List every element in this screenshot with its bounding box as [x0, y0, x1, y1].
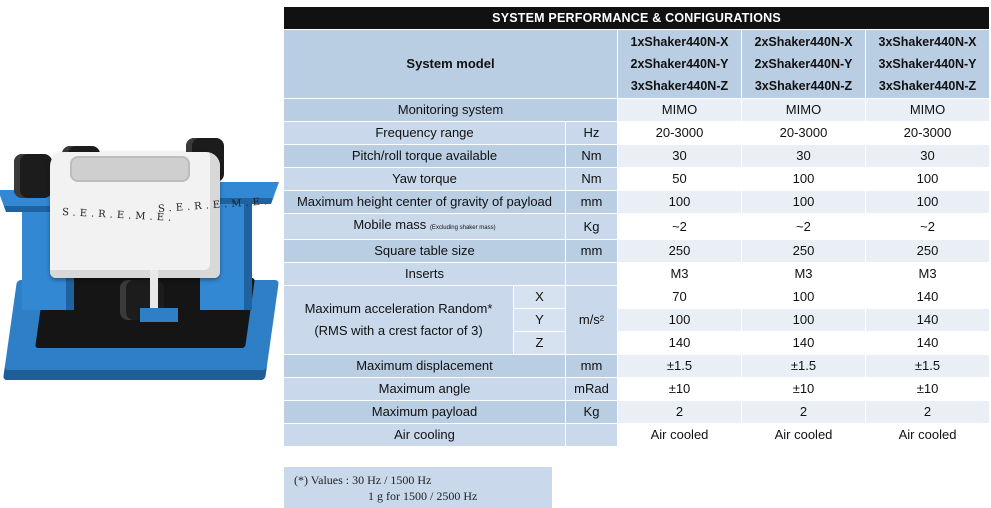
row-label [284, 286, 514, 355]
row-unit [566, 424, 618, 447]
cell-value: 140 [618, 332, 742, 355]
config-column [866, 30, 990, 99]
cell-value: 100 [866, 168, 990, 191]
cell-value: 70 [618, 286, 742, 309]
row-label: Maximum height center of gravity of payload [284, 191, 566, 214]
cell-value: MIMO [618, 99, 742, 122]
row-label: Yaw torque [284, 168, 566, 191]
cell-value: ±10 [742, 378, 866, 401]
table-row [284, 263, 990, 286]
cell-value: 250 [866, 240, 990, 263]
system-model-row [284, 30, 990, 99]
table-row [284, 378, 990, 401]
row-unit: mm [566, 191, 618, 214]
config-line: 2xShaker440N-Y [630, 57, 729, 71]
row-label-line: Maximum acceleration Random* [304, 301, 493, 316]
row-unit: Kg [566, 401, 618, 424]
cell-value: ±10 [866, 378, 990, 401]
row-unit: m/s² [566, 286, 618, 355]
row-label: Monitoring system [284, 99, 618, 122]
cell-value: 20-3000 [742, 122, 866, 145]
cell-value: ±1.5 [866, 355, 990, 378]
row-label-text: Mobile mass [353, 217, 427, 232]
cell-value: Air cooled [618, 424, 742, 447]
table-row [284, 99, 990, 122]
cell-value: ±1.5 [618, 355, 742, 378]
cell-value: 250 [742, 240, 866, 263]
cell-value: 30 [742, 145, 866, 168]
row-label: Maximum angle [284, 378, 566, 401]
config-line: 3xShaker440N-Z [754, 79, 853, 93]
shaker-motor [14, 154, 52, 198]
axis-label: Y [514, 309, 566, 332]
table-row [284, 286, 990, 309]
row-unit: mm [566, 240, 618, 263]
cell-value: 2 [742, 401, 866, 424]
cell-value: 100 [742, 286, 866, 309]
support-block [140, 308, 178, 322]
cell-value: 100 [742, 309, 866, 332]
row-label: Square table size [284, 240, 566, 263]
footnote-line: 1 g for 1500 / 2500 Hz [368, 489, 478, 503]
cell-value: M3 [742, 263, 866, 286]
row-unit: Nm [566, 168, 618, 191]
config-line: 3xShaker440N-X [878, 35, 977, 49]
cell-value: 100 [866, 191, 990, 214]
row-unit: Hz [566, 122, 618, 145]
cell-value: MIMO [742, 99, 866, 122]
row-unit [566, 263, 618, 286]
cell-value: 140 [866, 332, 990, 355]
cell-value: 30 [618, 145, 742, 168]
row-label: Inserts [284, 263, 566, 286]
cell-value: ~2 [742, 214, 866, 240]
table-row [284, 424, 990, 447]
config-line: 3xShaker440N-Y [878, 57, 977, 71]
spec-table [283, 6, 990, 447]
row-label: Air cooling [284, 424, 566, 447]
axis-label: X [514, 286, 566, 309]
row-unit: mRad [566, 378, 618, 401]
row-label-note: (Excluding shaker mass) [429, 225, 496, 231]
table-row [284, 401, 990, 424]
config-column [742, 30, 866, 99]
row-label [284, 214, 566, 240]
cell-value: Air cooled [742, 424, 866, 447]
cell-value: Air cooled [866, 424, 990, 447]
cell-value: 100 [742, 191, 866, 214]
cell-value: 100 [618, 309, 742, 332]
cell-value: ±10 [618, 378, 742, 401]
axis-label: Z [514, 332, 566, 355]
row-label: Maximum payload [284, 401, 566, 424]
brand-logo: S.E.R.E.M.E. [157, 196, 272, 215]
table-row [284, 122, 990, 145]
cell-value: 50 [618, 168, 742, 191]
table-row [284, 145, 990, 168]
row-label: Frequency range [284, 122, 566, 145]
cell-value: 20-3000 [618, 122, 742, 145]
cell-value: 2 [866, 401, 990, 424]
cell-value: 140 [742, 332, 866, 355]
cell-value: MIMO [866, 99, 990, 122]
config-column [618, 30, 742, 99]
cell-value: 30 [866, 145, 990, 168]
config-line: 3xShaker440N-Z [630, 79, 729, 93]
table-row [284, 191, 990, 214]
cell-value: ±1.5 [742, 355, 866, 378]
table-row [284, 214, 990, 240]
row-label-line: (RMS with a crest factor of 3) [314, 323, 483, 338]
footnote-line: (*) Values : 30 Hz / 1500 Hz [294, 473, 432, 487]
footnote [284, 467, 552, 508]
brand-logo: S.E.R.E.M.E. [61, 207, 176, 224]
row-label: Pitch/roll torque available [284, 145, 566, 168]
cell-value: 20-3000 [866, 122, 990, 145]
table-title: SYSTEM PERFORMANCE & CONFIGURATIONS [284, 7, 990, 30]
cell-value: 100 [618, 191, 742, 214]
row-unit: Kg [566, 214, 618, 240]
cover-top-window [70, 156, 190, 182]
table-row [284, 355, 990, 378]
cell-value: M3 [618, 263, 742, 286]
cell-value: 2 [618, 401, 742, 424]
cell-value: 140 [866, 309, 990, 332]
config-line: 3xShaker440N-Z [878, 79, 977, 93]
config-line: 1xShaker440N-X [630, 35, 729, 49]
row-label: Maximum displacement [284, 355, 566, 378]
config-line: 2xShaker440N-X [754, 35, 853, 49]
cell-value: M3 [866, 263, 990, 286]
row-unit: mm [566, 355, 618, 378]
cell-value: 100 [742, 168, 866, 191]
table-row [284, 240, 990, 263]
table-row [284, 168, 990, 191]
support-stand [150, 270, 158, 310]
cell-value: 140 [866, 286, 990, 309]
cell-value: ~2 [618, 214, 742, 240]
product-photo [0, 130, 280, 400]
cell-value: ~2 [866, 214, 990, 240]
row-unit: Nm [566, 145, 618, 168]
system-model-label: System model [284, 30, 618, 99]
config-line: 2xShaker440N-Y [754, 57, 853, 71]
cell-value: 250 [618, 240, 742, 263]
